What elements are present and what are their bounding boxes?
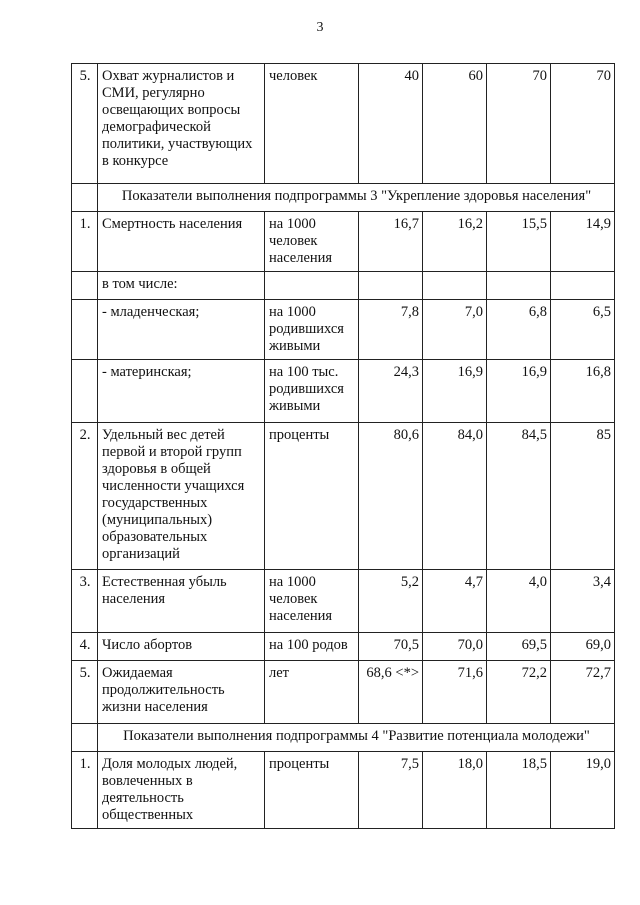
section-row bbox=[72, 184, 615, 212]
row-number-cell bbox=[72, 184, 98, 212]
unit-cell bbox=[265, 272, 359, 300]
value-cell: 69,0 bbox=[551, 633, 615, 661]
value-cell: 7,0 bbox=[423, 300, 487, 360]
value-cell: 16,9 bbox=[487, 360, 551, 423]
value-cell: 71,6 bbox=[423, 661, 487, 724]
unit-cell: проценты bbox=[265, 752, 359, 829]
row-number-cell: 1. bbox=[72, 752, 98, 829]
indicator-name-cell: - материнская; bbox=[98, 360, 265, 423]
table-row bbox=[72, 423, 615, 570]
value-cell: 68,6 <*> bbox=[359, 661, 423, 724]
unit-cell: проценты bbox=[265, 423, 359, 570]
row-number-cell: 1. bbox=[72, 212, 98, 272]
value-cell: 40 bbox=[359, 64, 423, 184]
section-row bbox=[72, 724, 615, 752]
value-cell: 80,6 bbox=[359, 423, 423, 570]
value-cell: 4,0 bbox=[487, 570, 551, 633]
value-cell: 19,0 bbox=[551, 752, 615, 829]
page-number: 3 bbox=[316, 20, 324, 35]
value-cell: 84,0 bbox=[423, 423, 487, 570]
indicator-name-cell: Ожидаемая продолжительность жизни населения bbox=[98, 661, 265, 724]
row-number-cell: 5. bbox=[72, 64, 98, 184]
value-cell: 16,2 bbox=[423, 212, 487, 272]
value-cell: 5,2 bbox=[359, 570, 423, 633]
value-cell: 16,9 bbox=[423, 360, 487, 423]
value-cell bbox=[487, 272, 551, 300]
row-number-cell: 5. bbox=[72, 661, 98, 724]
indicator-name-cell: Смертность населения bbox=[98, 212, 265, 272]
unit-cell: на 1000 человек населения bbox=[265, 212, 359, 272]
value-cell: 6,8 bbox=[487, 300, 551, 360]
value-cell: 70 bbox=[487, 64, 551, 184]
table-body bbox=[72, 64, 615, 829]
value-cell: 24,3 bbox=[359, 360, 423, 423]
unit-cell: на 100 тыс. родившихся живыми bbox=[265, 360, 359, 423]
value-cell: 6,5 bbox=[551, 300, 615, 360]
row-number-cell: 2. bbox=[72, 423, 98, 570]
indicator-name-cell: в том числе: bbox=[98, 272, 265, 300]
row-number-cell bbox=[72, 300, 98, 360]
value-cell: 69,5 bbox=[487, 633, 551, 661]
value-cell: 18,5 bbox=[487, 752, 551, 829]
unit-cell: лет bbox=[265, 661, 359, 724]
value-cell: 7,5 bbox=[359, 752, 423, 829]
unit-cell: на 1000 родившихся живыми bbox=[265, 300, 359, 360]
value-cell: 15,5 bbox=[487, 212, 551, 272]
value-cell: 4,7 bbox=[423, 570, 487, 633]
row-number-cell bbox=[72, 272, 98, 300]
value-cell: 16,8 bbox=[551, 360, 615, 423]
value-cell: 70 bbox=[551, 64, 615, 184]
table-row bbox=[72, 300, 615, 360]
table-row bbox=[72, 212, 615, 272]
value-cell: 72,7 bbox=[551, 661, 615, 724]
row-number-cell bbox=[72, 360, 98, 423]
indicators-table bbox=[71, 63, 615, 829]
value-cell: 70,0 bbox=[423, 633, 487, 661]
section-heading: Показатели выполнения подпрограммы 3 "Укрепление здоровья населения" bbox=[98, 184, 615, 212]
indicator-name-cell: Удельный вес детей первой и второй групп здоровья в общей численности учащихся государственных (муниципальных) образовательных организаций bbox=[98, 423, 265, 570]
value-cell: 85 bbox=[551, 423, 615, 570]
value-cell: 3,4 bbox=[551, 570, 615, 633]
table-row bbox=[72, 752, 615, 829]
row-number-cell: 3. bbox=[72, 570, 98, 633]
indicator-name-cell: - младенческая; bbox=[98, 300, 265, 360]
indicator-name-cell: Число абортов bbox=[98, 633, 265, 661]
value-cell: 18,0 bbox=[423, 752, 487, 829]
table-row bbox=[72, 272, 615, 300]
table-row bbox=[72, 633, 615, 661]
value-cell: 72,2 bbox=[487, 661, 551, 724]
indicator-name-cell: Естественная убыль населения bbox=[98, 570, 265, 633]
value-cell: 14,9 bbox=[551, 212, 615, 272]
indicator-name-cell: Доля молодых людей, вовлеченных в деятельность общественных bbox=[98, 752, 265, 829]
table-row bbox=[72, 570, 615, 633]
value-cell: 84,5 bbox=[487, 423, 551, 570]
value-cell: 60 bbox=[423, 64, 487, 184]
table-row bbox=[72, 360, 615, 423]
row-number-cell: 4. bbox=[72, 633, 98, 661]
value-cell bbox=[359, 272, 423, 300]
table-row bbox=[72, 64, 615, 184]
value-cell bbox=[423, 272, 487, 300]
unit-cell: на 1000 человек населения bbox=[265, 570, 359, 633]
unit-cell: человек bbox=[265, 64, 359, 184]
indicator-name-cell: Охват журналистов и СМИ, регулярно освещающих вопросы демографической политики, участвующих в конкурсе bbox=[98, 64, 265, 184]
value-cell: 7,8 bbox=[359, 300, 423, 360]
row-number-cell bbox=[72, 724, 98, 752]
section-heading: Показатели выполнения подпрограммы 4 "Развитие потенциала молодежи" bbox=[98, 724, 615, 752]
table-row bbox=[72, 661, 615, 724]
unit-cell: на 100 родов bbox=[265, 633, 359, 661]
value-cell bbox=[551, 272, 615, 300]
value-cell: 16,7 bbox=[359, 212, 423, 272]
value-cell: 70,5 bbox=[359, 633, 423, 661]
